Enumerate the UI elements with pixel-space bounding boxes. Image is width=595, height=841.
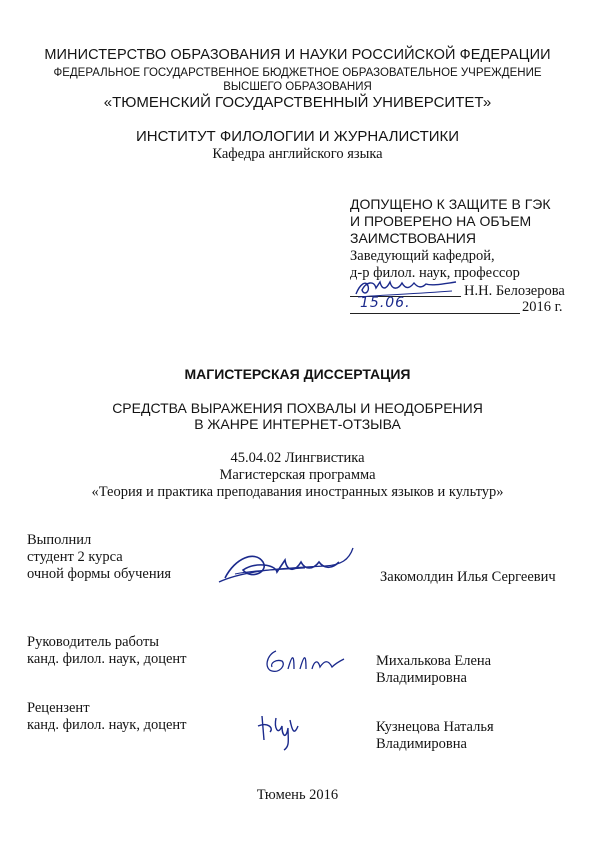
- reviewer-name-line-2: Владимировна: [376, 736, 467, 752]
- reviewer-label-2: канд. филол. наук, доцент: [27, 717, 187, 733]
- city-year: Тюмень 2016: [256, 787, 339, 803]
- author-label-1: Выполнил: [27, 532, 92, 548]
- supervisor-label-2: канд. филол. наук, доцент: [27, 651, 187, 667]
- author-label-2: студент 2 курса: [27, 549, 123, 565]
- thesis-title-line-2: В ЖАНРЕ ИНТЕРНЕТ-ОТЗЫВА: [194, 416, 401, 432]
- institution-type-line: ФЕДЕРАЛЬНОЕ ГОСУДАРСТВЕННОЕ БЮДЖЕТНОЕ ОБРАЗОВАТЕЛЬНОЕ УЧРЕЖДЕНИЕ: [53, 67, 542, 79]
- education-level-line: ВЫСШЕГО ОБРАЗОВАНИЯ: [223, 81, 372, 93]
- supervisor-name-line-2: Владимировна: [376, 670, 467, 686]
- thesis-type: МАГИСТЕРСКАЯ ДИССЕРТАЦИЯ: [184, 366, 411, 382]
- author-label-3: очной формы обучения: [27, 566, 172, 582]
- supervisor-name-line-1: Михалькова Елена: [376, 653, 492, 669]
- reviewer-name-line-1: Кузнецова Наталья: [376, 719, 494, 735]
- approval-date-handwritten: 15.06.: [360, 295, 411, 311]
- reviewer-label-1: Рецензент: [27, 700, 90, 716]
- head-of-department-degree: д-р филол. наук, профессор: [350, 265, 520, 281]
- head-of-department-role: Заведующий кафедрой,: [350, 248, 495, 264]
- approval-line-1: ДОПУЩЕНО К ЗАЩИТЕ В ГЭК: [350, 196, 551, 212]
- ministry-line: МИНИСТЕРСТВО ОБРАЗОВАНИЯ И НАУКИ РОССИЙСКОЙ ФЕДЕРАЦИИ: [44, 47, 551, 63]
- program-label: Магистерская программа: [219, 467, 376, 483]
- reviewer-signature: [254, 706, 304, 752]
- author-signature: [215, 540, 365, 590]
- approval-year: 2016 г.: [522, 299, 563, 315]
- author-name: Закомолдин Илья Сергеевич: [380, 569, 556, 585]
- program-name: «Теория и практика преподавания иностранных языков и культур»: [91, 484, 504, 500]
- specialty-code: 45.04.02 Лингвистика: [230, 450, 365, 466]
- supervisor-label-1: Руководитель работы: [27, 634, 160, 650]
- approval-line-3: ЗАИМСТВОВАНИЯ: [350, 230, 476, 246]
- approval-line-2: И ПРОВЕРЕНО НА ОБЪЕМ: [350, 213, 532, 229]
- department-name: Кафедра английского языка: [212, 146, 383, 162]
- university-name: «ТЮМЕНСКИЙ ГОСУДАРСТВЕННЫЙ УНИВЕРСИТЕТ»: [103, 94, 492, 111]
- head-of-department-name: Н.Н. Белозерова: [464, 283, 565, 299]
- institute-name: ИНСТИТУТ ФИЛОЛОГИИ И ЖУРНАЛИСТИКИ: [135, 128, 460, 145]
- thesis-title-line-1: СРЕДСТВА ВЫРАЖЕНИЯ ПОХВАЛЫ И НЕОДОБРЕНИЯ: [112, 400, 483, 416]
- supervisor-signature: [258, 645, 348, 679]
- approval-date-line: [350, 313, 520, 314]
